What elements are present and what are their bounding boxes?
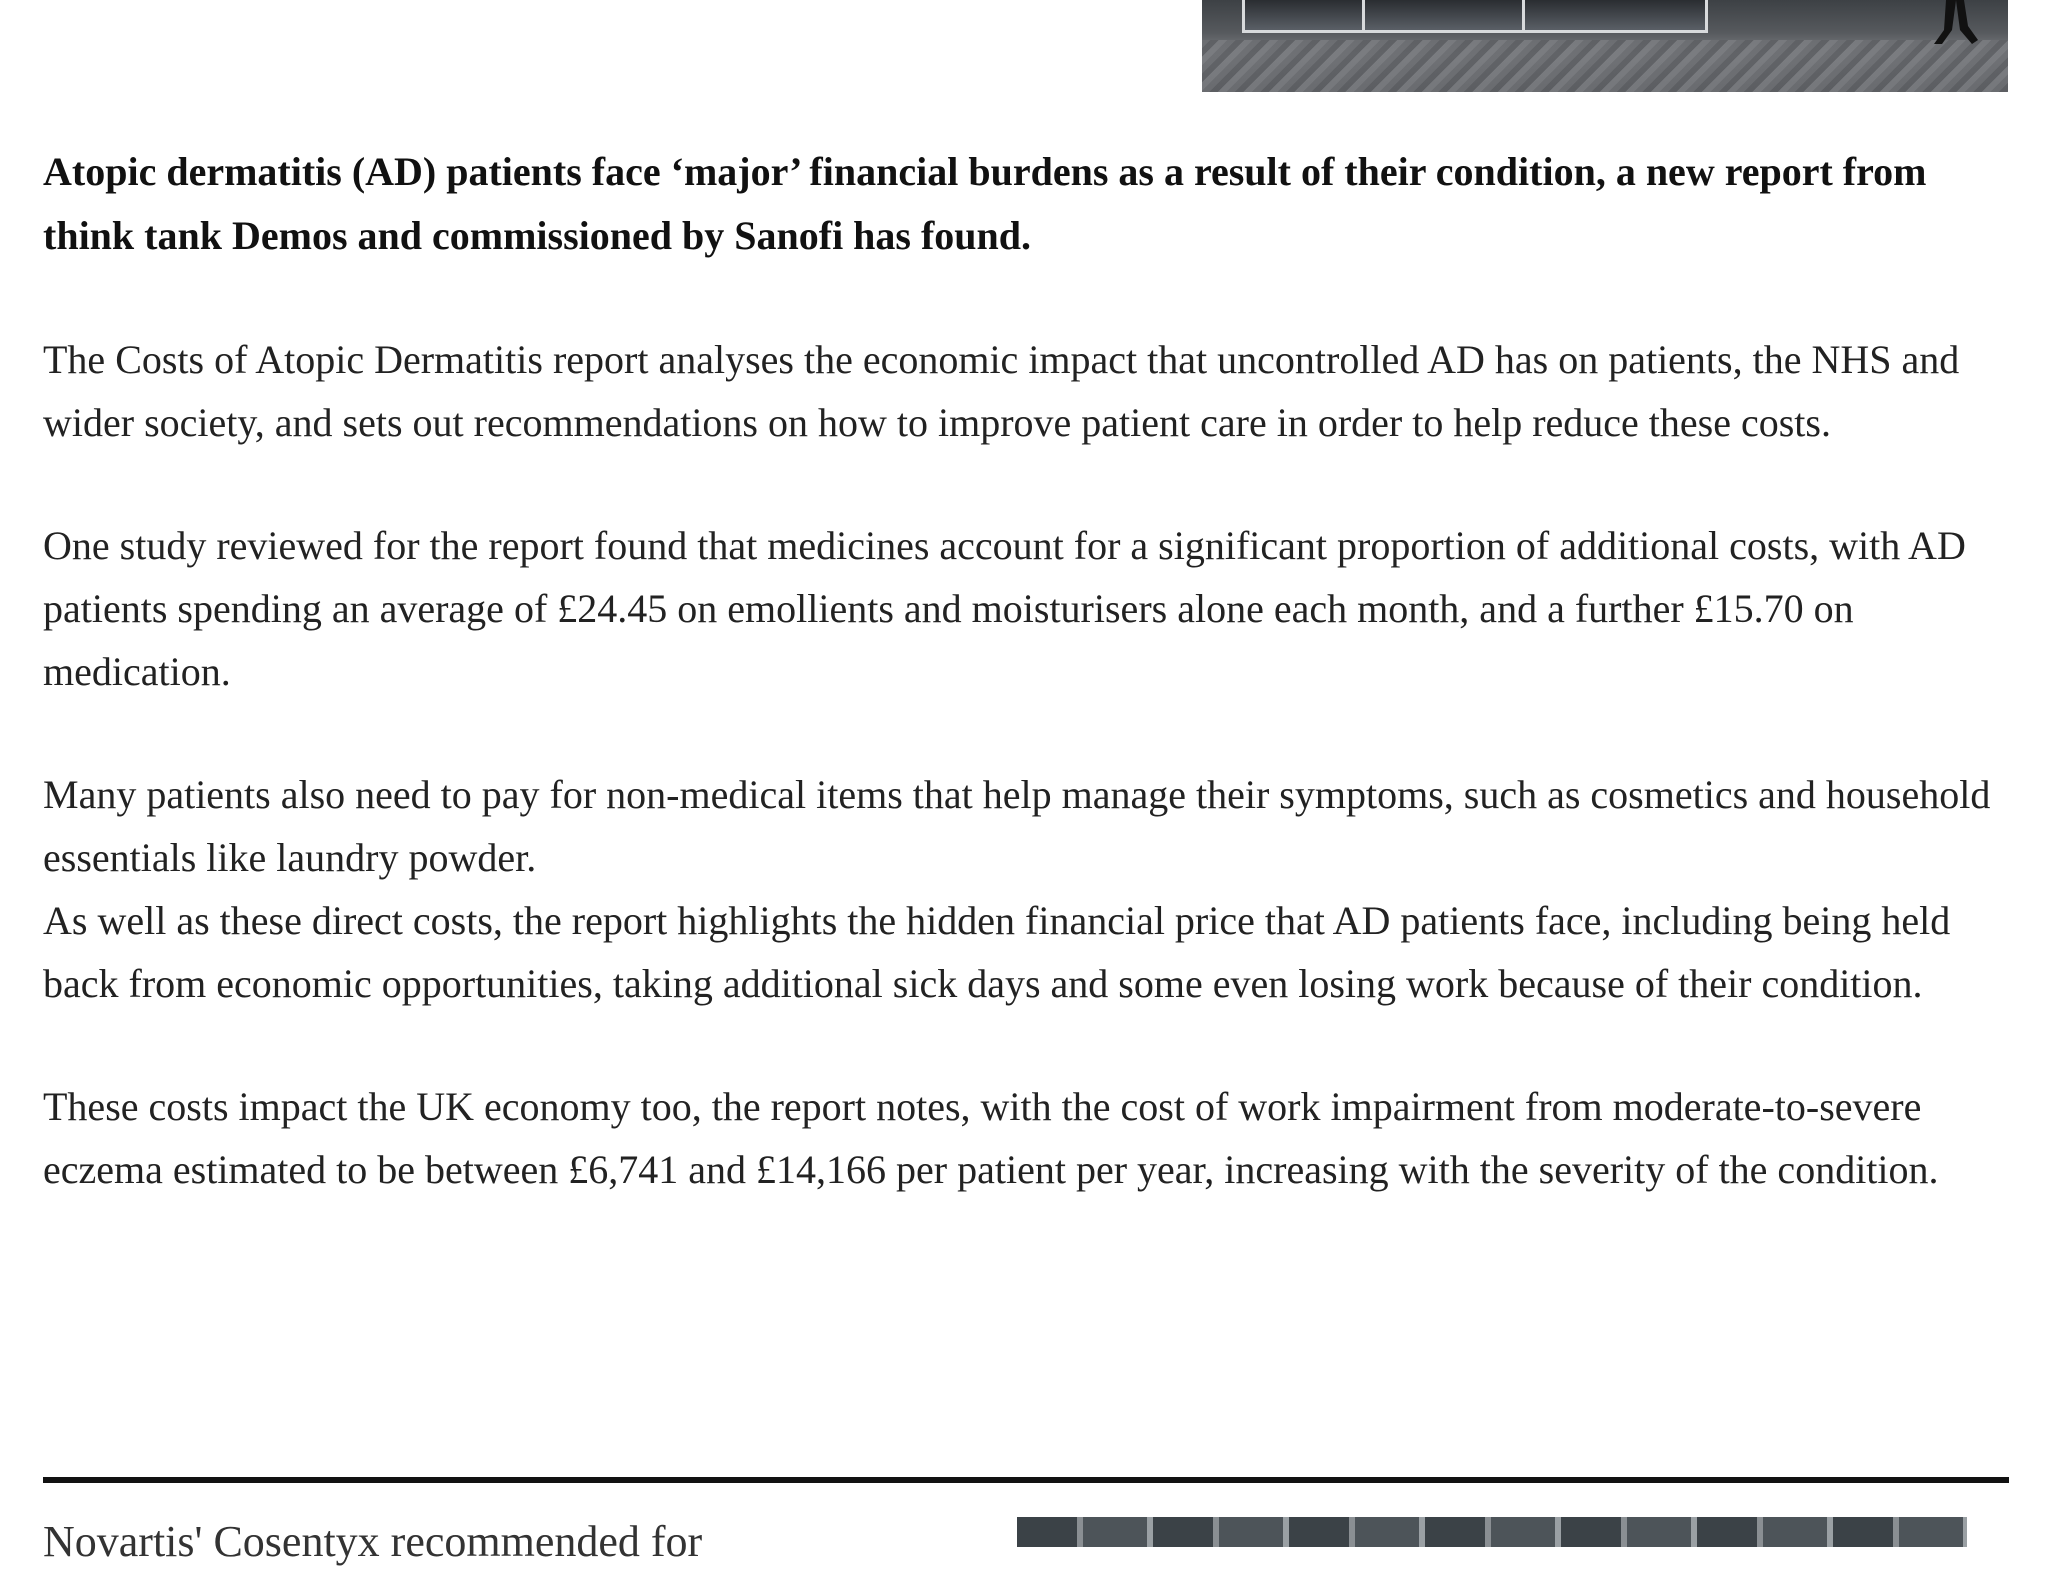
- article-lead: Atopic dermatitis (AD) patients face ‘major’ financial burdens as a result of their condition, a new report from think tank Demos and commissioned by Sanofi has found.: [43, 149, 1927, 258]
- article-hero-image: [1202, 0, 2008, 92]
- person-silhouette-icon: [1916, 0, 1986, 48]
- article-body: [43, 140, 2009, 1201]
- next-article-link[interactable]: Novartis' Cosentyx recommended for: [43, 1517, 703, 1566]
- next-article-thumbnail[interactable]: [1017, 1517, 1967, 1547]
- article-paragraph: These costs impact the UK economy too, the report notes, with the cost of work impairment from moderate-to-severe eczema estimated to be between £6,741 and £14,166 per patient per year, increasing with the severity of the condition.: [43, 1084, 1939, 1192]
- article-paragraph: As well as these direct costs, the report highlights the hidden financial price that AD patients face, including being held back from economic opportunities, taking additional sick days and some even losing work because of their condition.: [43, 898, 1951, 1006]
- article-paragraph: One study reviewed for the report found that medicines account for a significant proportion of additional costs, with AD patients spending an average of £24.45 on emollients and moisturisers alone each month, and a further £15.70 on medication.: [43, 523, 1966, 694]
- section-divider: [43, 1477, 2009, 1483]
- article-paragraph: The Costs of Atopic Dermatitis report analyses the economic impact that uncontrolled AD has on patients, the NHS and wider society, and sets out recommendations on how to improve patient care in order to help reduce these costs.: [43, 337, 1960, 445]
- article-paragraph: Many patients also need to pay for non-medical items that help manage their symptoms, such as cosmetics and household essentials like laundry powder.: [43, 772, 1991, 880]
